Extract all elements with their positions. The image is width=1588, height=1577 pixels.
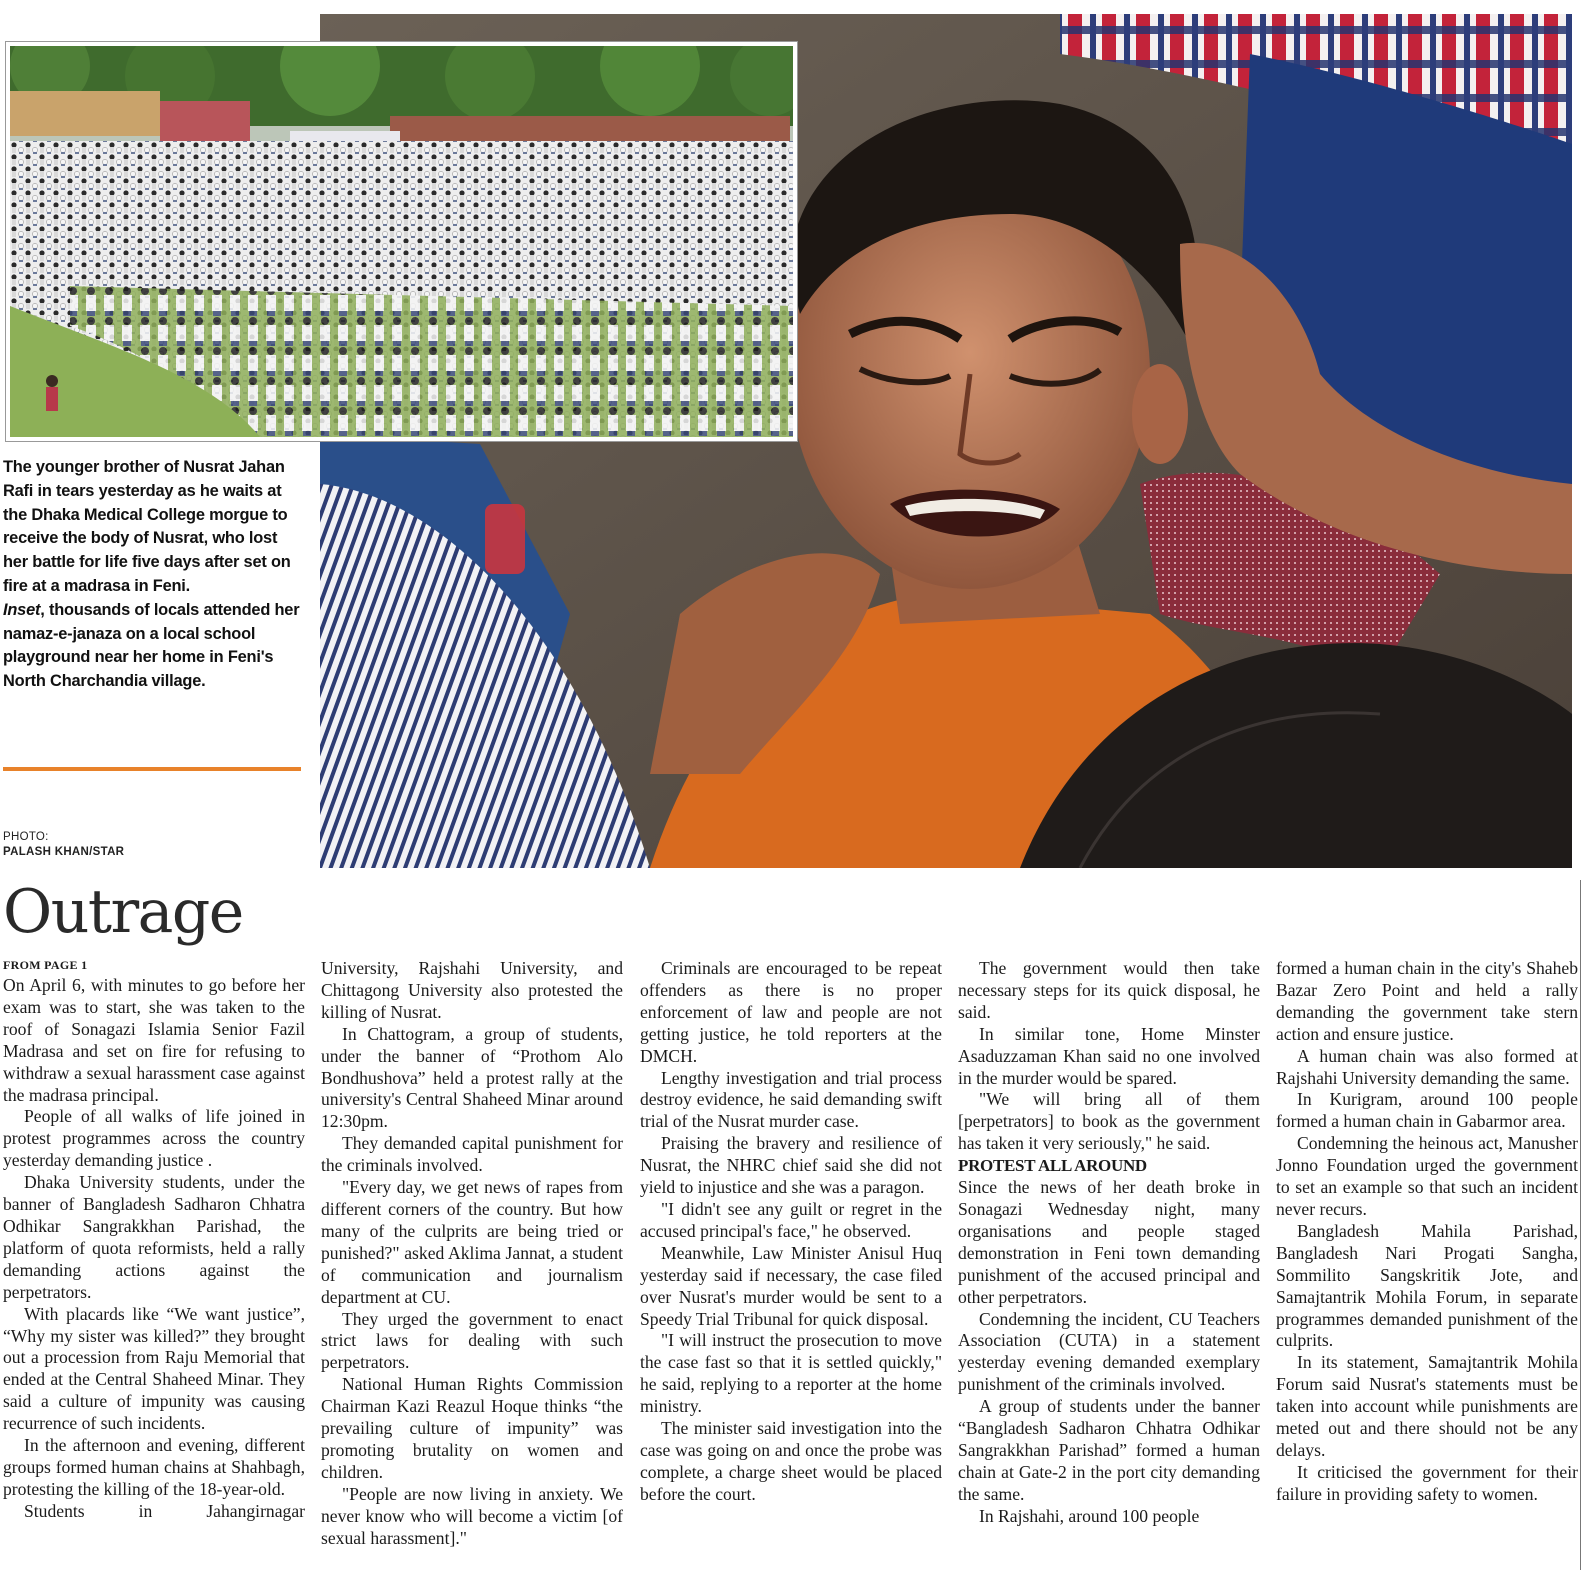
- photo-caption: [3, 456, 303, 694]
- paragraph: Condemning the incident, CU Teachers Association (CUTA) in a statement yesterday evening demanded exemplary punishment of the criminals involved.: [958, 1308, 1260, 1395]
- paragraph: Condemning the heinous act, Manusher Jonno Foundation urged the government to set an example so that such an incident never recurs.: [1276, 1133, 1578, 1219]
- paragraph: "We will bring all of them [perpetrators] to book as the government has taken it very seriously," he said.: [958, 1089, 1260, 1154]
- paragraph: On April 6, with minutes to go before her exam was to start, she was taken to the roof of Sonagazi Islamia Senior Fazil Madrasa and set on fire for refusing to withdraw a sexual harassment case against the madrasa principal.: [3, 975, 305, 1105]
- paragraph: In its statement, Samajtantrik Mohila Forum said Nusrat's statements must be taken into account while punishments are meted out and there should not be any delays.: [1276, 1352, 1578, 1460]
- paragraph: In Chattogram, a group of students, under the banner of “Prothom Alo Bondhushova” held a protest rally at the university's Central Shaheed Minar around 12:30pm.: [321, 1023, 623, 1132]
- kicker: FROM PAGE 1: [3, 958, 88, 972]
- orange-divider: [3, 767, 301, 771]
- paragraph: "People are now living in anxiety. We never know who will become a victim [of sexual harassment].": [321, 1483, 623, 1548]
- caption-text: The younger brother of Nusrat Jahan Rafi in tears yesterday as he waits at the Dhaka Medical College morgue to receive the body of Nusrat, who lost her battle for life five days after set on fire at a madrasa in Feni.: [3, 458, 291, 595]
- page-edge-rule: [1580, 880, 1581, 1570]
- paragraph: Since the news of her death broke in Sonagazi Wednesday night, many organisations and people staged demonstration in Feni town demanding punishment of the accused principal and other perpetrators.: [958, 1177, 1260, 1307]
- paragraph: In Kurigram, around 100 people formed a human chain in Gabarmor area.: [1276, 1089, 1578, 1132]
- paragraph: National Human Rights Commission Chairman Kazi Reazul Hoque thinks “the prevailing culture of impunity” was promoting brutality on women and children.: [321, 1374, 623, 1482]
- paragraph: Students in Jahangirnagar: [24, 1500, 305, 1521]
- paragraph: The government would then take necessary steps for its quick disposal, he said.: [958, 958, 1260, 1022]
- paragraph: formed a human chain in the city's Shaheb Bazar Zero Point and held a rally demanding the government take stern action and ensure justice.: [1276, 958, 1578, 1044]
- paragraph: University, Rajshahi University, and Chittagong University also protested the killing of Nusrat.: [321, 958, 623, 1022]
- paragraph: "I will instruct the prosecution to move the case fast so that it is settled quickly," he said, replying to a reporter at the home ministry.: [640, 1330, 942, 1417]
- section-subhead: PROTEST ALL AROUND: [958, 1156, 1147, 1176]
- paragraph: Praising the bravery and resilience of Nusrat, the NHRC chief said she did not yield to injustice and she was a paragon.: [640, 1133, 942, 1198]
- paragraph: "I didn't see any guilt or regret in the accused principal's face," he observed.: [640, 1198, 942, 1241]
- paragraph: A group of students under the banner “Bangladesh Sadharon Chhatra Odhikar Sangrakkhan Parishad” formed a human chain at Gate-2 in the port city demanding the same.: [958, 1396, 1260, 1504]
- article-headline: Outrage: [3, 877, 243, 947]
- article-column-1: [3, 958, 305, 1573]
- paragraph: Lengthy investigation and trial process destroy evidence, he said demanding swift trial of the Nusrat murder case.: [640, 1067, 942, 1132]
- article-column-4: [958, 958, 1260, 1573]
- article-column-5: [1276, 958, 1578, 1573]
- paragraph: In Rajshahi, around 100 people: [979, 1505, 1200, 1526]
- paragraph: In the afternoon and evening, different groups formed human chains at Shahbagh, protesting the killing of the 18-year-old.: [3, 1435, 305, 1499]
- paragraph: A human chain was also formed at Rajshahi University demanding the same.: [1276, 1045, 1578, 1088]
- paragraph: Meanwhile, Law Minister Anisul Huq yesterday said if necessary, the case filed over Nusrat's murder would be sent to a Speedy Trial Tribunal for quick disposal.: [640, 1242, 942, 1329]
- paragraph: People of all walks of life joined in protest programmes across the country yesterday demanding justice .: [3, 1106, 305, 1171]
- crowd-illustration: [10, 46, 793, 437]
- paragraph: It criticised the government for their failure in providing safety to women.: [1276, 1461, 1578, 1504]
- paragraph: With placards like “We want justice”, “Why my sister was killed?” they brought out a procession from Raju Memorial that ended at the Central Shaheed Minar. They said a culture of impunity was causing recurrence of such incidents.: [3, 1303, 305, 1434]
- article-column-3: [640, 958, 942, 1573]
- caption-text-inset: , thousands of locals attended her namaz-e-janaza on a local school playground near her home in Feni's North Charchandia village.: [3, 600, 300, 691]
- photo-credit-name: PALASH KHAN/STAR: [3, 846, 125, 858]
- paragraph: "Every day, we get news of rapes from different corners of the country. But how many of the culprits are being tried or punished?" asked Aklima Jannat, a student of communication and journalism department at CU.: [321, 1177, 623, 1307]
- paragraph: The minister said investigation into the case was going on and once the probe was complete, a charge sheet would be placed before the court.: [640, 1418, 942, 1504]
- caption-inset-word: Inset: [3, 600, 41, 619]
- paragraph: Dhaka University students, under the banner of Bangladesh Sadharon Chhatra Odhikar Sangrakkhan Parishad, the platform of quota reformists, held a rally demanding actions against the perpetrators.: [3, 1172, 305, 1302]
- paragraph: Bangladesh Mahila Parishad, Bangladesh Nari Progati Sangha, Sommilito Sangskritik Jote, and Samajtantrik Mohila Forum, in separate programmes demanded punishment of the culprits.: [1276, 1220, 1578, 1351]
- paragraph: Criminals are encouraged to be repeat offenders as there is no proper enforcement of law and people are not getting justice, he told reporters at the DMCH.: [640, 958, 942, 1066]
- paragraph: In similar tone, Home Minster Asaduzzaman Khan said no one involved in the murder would be spared.: [958, 1023, 1260, 1088]
- photo-credit: [3, 830, 124, 860]
- paragraph: They demanded capital punishment for the criminals involved.: [321, 1133, 623, 1176]
- article-column-2: [321, 958, 623, 1573]
- photo-credit-label: PHOTO:: [3, 831, 49, 843]
- paragraph: They urged the government to enact strict laws for dealing with such perpetrators.: [321, 1308, 623, 1373]
- inset-photo: [6, 42, 797, 441]
